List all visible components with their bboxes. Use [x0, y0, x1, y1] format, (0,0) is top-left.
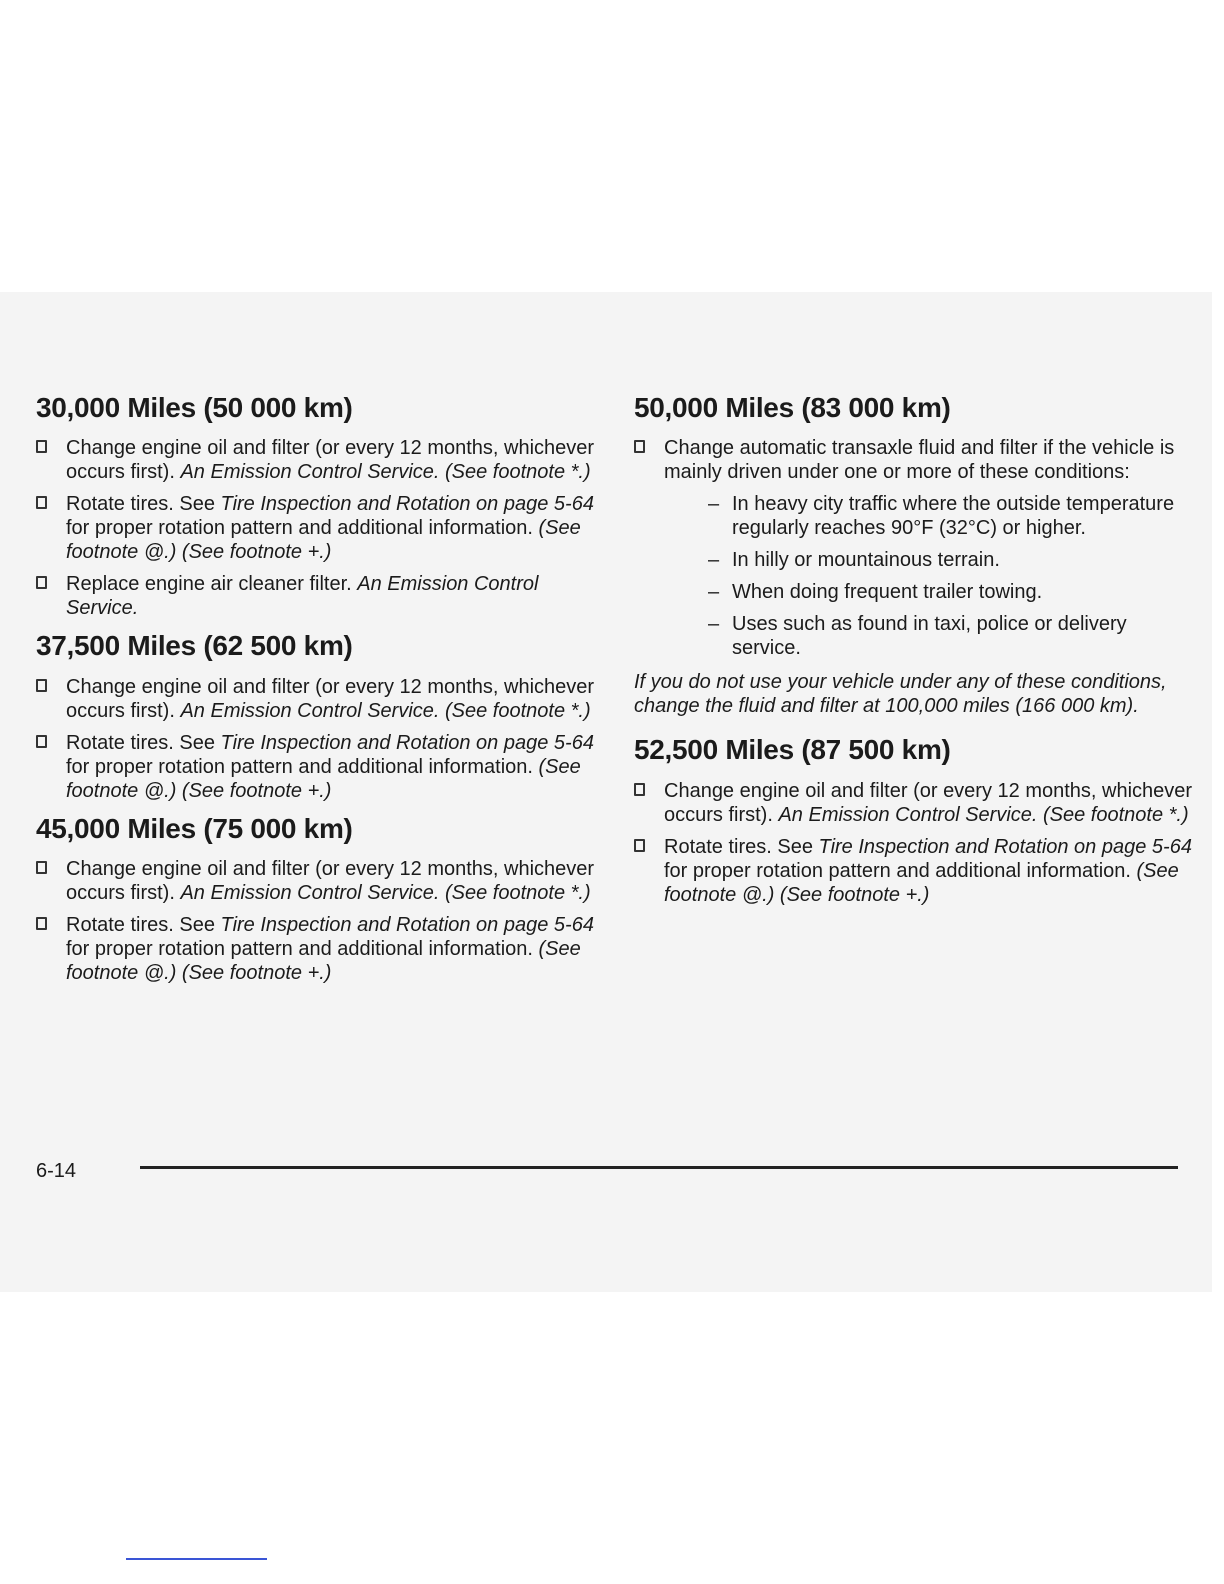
italic-text: Tire Inspection and Rotation on page 5-64: [220, 493, 594, 516]
item-text: Replace engine air cleaner filter.: [66, 573, 358, 596]
checklist-item-text: Change automatic transaxle fluid and filter if the vehicle is mainly driven under one or more of these conditions:: [664, 437, 1175, 484]
left-column: [36, 390, 596, 993]
item-text: for proper rotation pattern and additional information.: [66, 938, 539, 961]
condition-item: [634, 492, 1194, 540]
section-heading: 52,500 Miles (87 500 km): [634, 734, 951, 766]
item-text: for proper rotation pattern and additional information.: [664, 859, 1137, 882]
checklist-item: [634, 835, 1194, 907]
checkbox-icon[interactable]: [634, 783, 645, 796]
checklist-item: [634, 779, 1194, 827]
condition-item: [634, 580, 1194, 604]
item-text: Rotate tires. See: [664, 835, 819, 858]
right-column: [634, 390, 1194, 915]
italic-text: Tire Inspection and Rotation on page 5-64: [220, 914, 594, 937]
condition-text: Uses such as found in taxi, police or delivery service.: [732, 613, 1127, 660]
checkbox-icon[interactable]: [634, 839, 645, 852]
fluid-note: If you do not use your vehicle under any of these conditions, change the fluid and filter at 100,000 miles (166 000 km).: [634, 671, 1167, 718]
footer-divider: [140, 1166, 1178, 1169]
italic-text: (See footnote @.) (See footnote +.): [66, 517, 581, 564]
item-text: Change engine oil and filter (or every 12 months, whichever occurs first).: [664, 779, 1193, 826]
maintenance-section: [36, 628, 596, 802]
section-heading: 50,000 Miles (83 000 km): [634, 392, 951, 423]
section-50000-miles: [634, 390, 1194, 718]
italic-text: Tire Inspection and Rotation on page 5-64: [220, 731, 594, 754]
checkbox-icon[interactable]: [36, 679, 47, 692]
checklist-item: [36, 857, 596, 905]
condition-item: [634, 548, 1194, 572]
dash-icon: –: [708, 549, 720, 572]
item-text: for proper rotation pattern and additional information.: [66, 517, 539, 540]
item-text: Change engine oil and filter (or every 12 months, whichever occurs first).: [66, 675, 595, 722]
checklist-item: [36, 436, 596, 484]
dash-icon: –: [708, 493, 720, 516]
checkbox-icon[interactable]: [36, 576, 47, 589]
checkbox-icon[interactable]: [36, 917, 47, 930]
condition-text: In heavy city traffic where the outside temperature regularly reaches 90°F (32°C) or higher.: [732, 493, 1175, 540]
item-text: Change engine oil and filter (or every 12 months, whichever occurs first).: [66, 858, 595, 905]
italic-text: (See footnote @.) (See footnote +.): [66, 938, 581, 985]
italic-text: An Emission Control Service. (See footnote *.): [180, 699, 591, 722]
checkbox-icon[interactable]: [634, 440, 645, 453]
italic-text: An Emission Control Service.: [66, 573, 539, 620]
italic-text: (See footnote @.) (See footnote +.): [664, 859, 1179, 906]
link-underline[interactable]: [126, 1558, 267, 1560]
italic-text: An Emission Control Service. (See footnote *.): [778, 803, 1189, 826]
condition-text: When doing frequent trailer towing.: [732, 581, 1043, 604]
condition-item: [634, 612, 1194, 660]
section-heading: 30,000 Miles (50 000 km): [36, 392, 353, 423]
italic-text: An Emission Control Service. (See footnote *.): [180, 461, 591, 484]
checklist-item: [36, 675, 596, 723]
condition-text: In hilly or mountainous terrain.: [732, 549, 1000, 572]
italic-text: (See footnote @.) (See footnote +.): [66, 755, 581, 802]
italic-text: Tire Inspection and Rotation on page 5-64: [818, 835, 1192, 858]
item-text: Rotate tires. See: [66, 493, 221, 516]
checklist-item: [36, 492, 596, 564]
section-heading: 37,500 Miles (62 500 km): [36, 630, 353, 662]
checkbox-icon[interactable]: [36, 496, 47, 509]
section-heading: 45,000 Miles (75 000 km): [36, 812, 353, 844]
maintenance-section: [36, 390, 596, 620]
checklist-item: [36, 572, 596, 620]
checkbox-icon[interactable]: [36, 861, 47, 874]
checkbox-icon[interactable]: [36, 440, 47, 453]
item-text: Change engine oil and filter (or every 12 months, whichever occurs first).: [66, 437, 595, 484]
italic-text: An Emission Control Service. (See footnote *.): [180, 882, 591, 905]
checklist-item: [634, 436, 1194, 484]
checklist-item: [36, 913, 596, 985]
maintenance-section: [36, 811, 596, 985]
dash-icon: –: [708, 613, 720, 636]
dash-icon: –: [708, 581, 720, 604]
item-text: Rotate tires. See: [66, 914, 221, 937]
section-52500-miles: [634, 732, 1194, 906]
page-number: 6-14: [36, 1160, 77, 1182]
checklist-item: [36, 731, 596, 803]
item-text: for proper rotation pattern and additional information.: [66, 755, 539, 778]
checkbox-icon[interactable]: [36, 735, 47, 748]
item-text: Rotate tires. See: [66, 731, 221, 754]
